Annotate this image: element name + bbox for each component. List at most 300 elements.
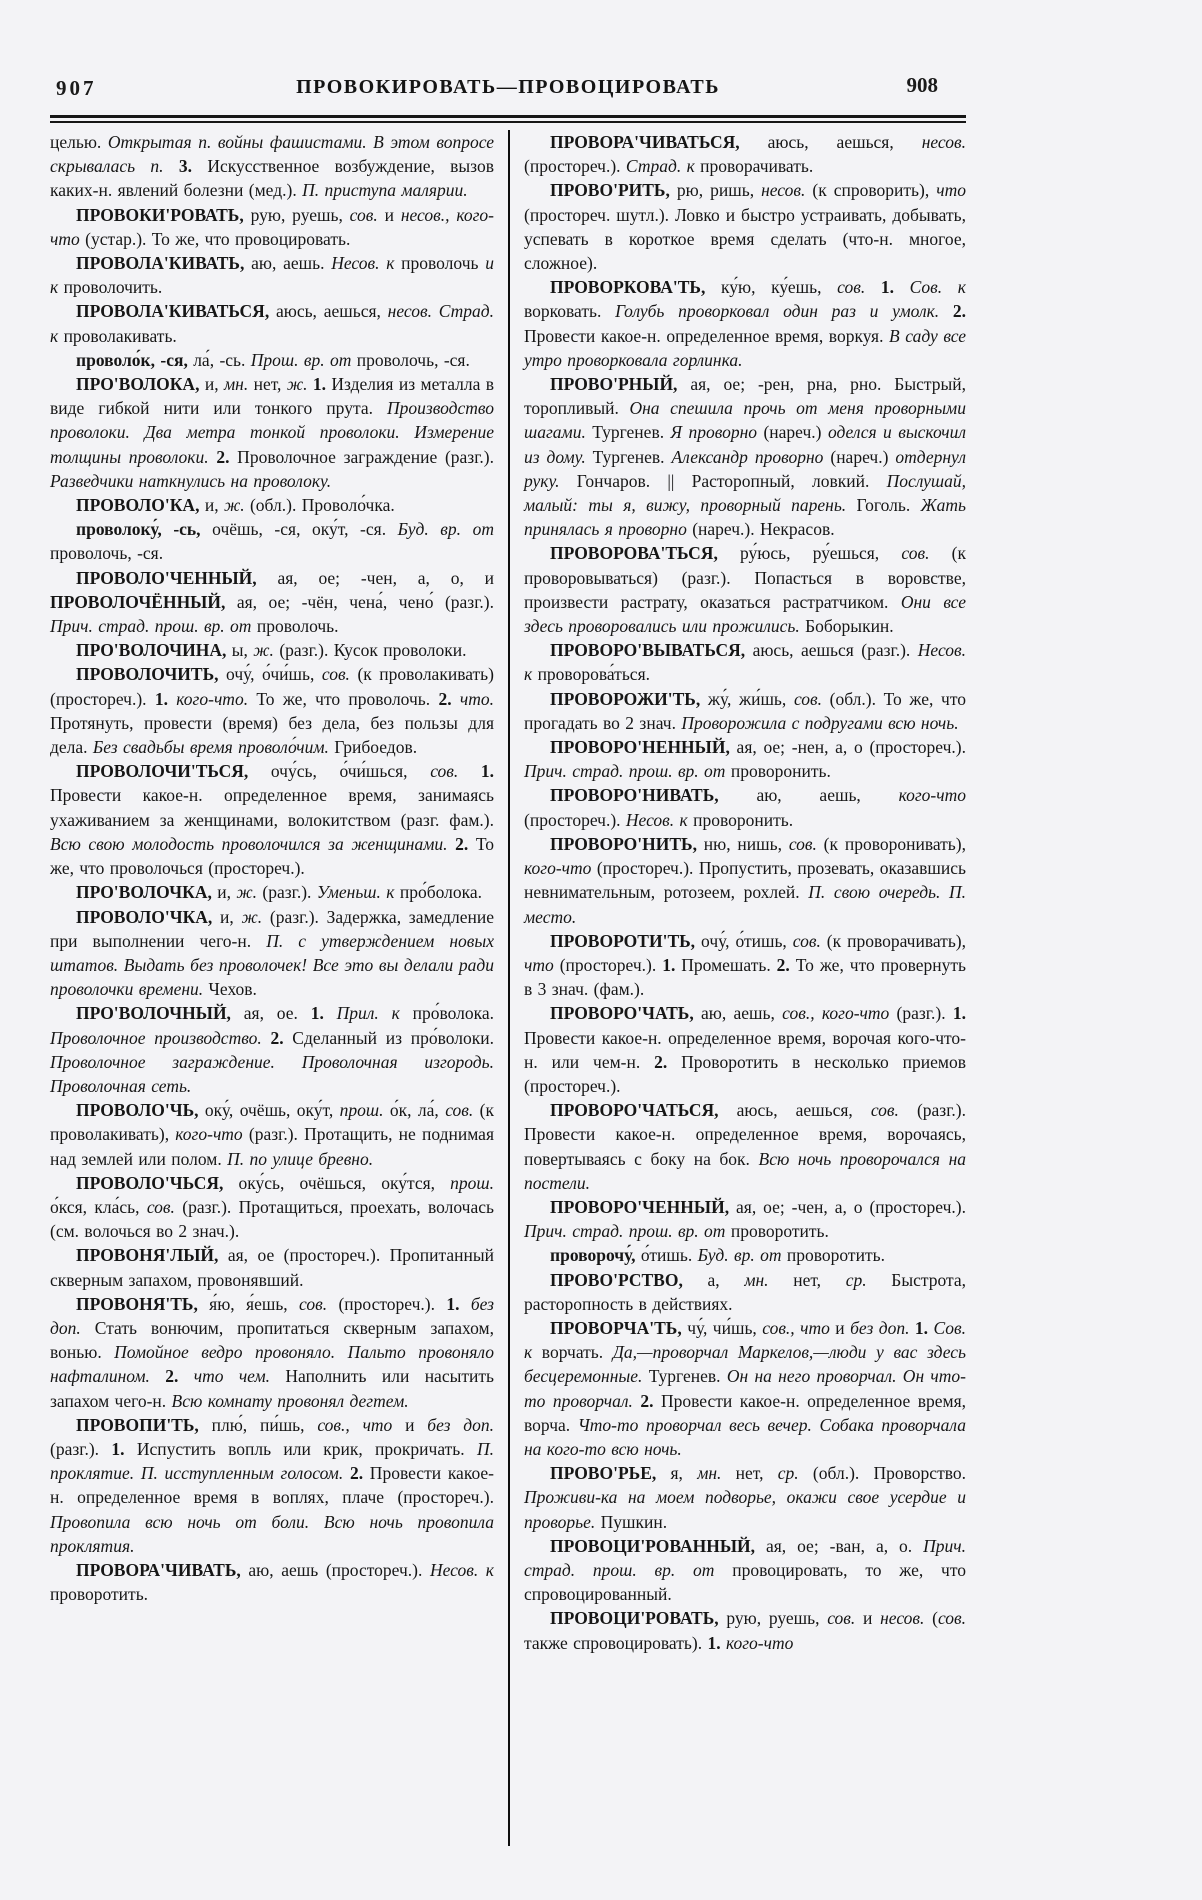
text-run: ая, ое; -нен, а, о (простореч.).: [729, 737, 966, 758]
text-run: 2.: [270, 1027, 284, 1048]
text-run: Стать вонючим, пропитаться скверным запахом, вонью.: [50, 1317, 494, 1363]
text-run: ПРОВОРО'ЧЕННЫЙ,: [550, 1196, 730, 1217]
text-run: сов.: [793, 688, 822, 709]
text-run: 2.: [165, 1366, 179, 1387]
text-run: ПРО'ВОЛОЧКА,: [76, 882, 212, 903]
text-run: (простореч.).: [553, 954, 663, 975]
text-run: 1.: [111, 1438, 125, 1459]
text-run: ая, ое; -чен, а, о (простореч.).: [729, 1196, 966, 1217]
text-run: Несов. к: [429, 1559, 494, 1580]
dictionary-entry: [50, 203, 494, 251]
text-run: и: [855, 1608, 881, 1629]
text-run: сов.: [349, 204, 378, 225]
dictionary-entry: [524, 783, 966, 831]
text-run: и,: [212, 906, 242, 927]
text-run: (к проворовываться) (разг.). Попасться в воровстве, произвести растрату, оказаться растратчиком.: [524, 543, 966, 612]
column-right: [508, 130, 966, 1846]
text-run: ПРОВОЛОЧЁННЫЙ,: [50, 591, 226, 612]
text-run: [178, 1366, 193, 1386]
text-run: Прич. страд. прош. вр. от: [50, 616, 252, 637]
text-run: сов.: [321, 664, 350, 685]
text-run: (обл.). Проворство.: [798, 1463, 966, 1484]
text-run: Гоголь.: [846, 495, 921, 516]
text-run: сов.: [870, 1100, 899, 1121]
text-run: Уменьш. к: [316, 882, 395, 903]
text-run: провоцировать, то же, что спровоцированный.: [524, 1559, 967, 1605]
text-run: мн.: [744, 1269, 769, 1290]
text-run: (разг.). Кусок проволоки.: [273, 640, 467, 661]
dictionary-entry: [524, 1316, 966, 1461]
header-rule: [50, 115, 966, 123]
text-run: ПРОВОПИ'ТЬ,: [76, 1414, 199, 1435]
text-run: и,: [199, 495, 224, 516]
text-run: [865, 277, 881, 297]
text-run: Послушай, малый: ты я, вижу, проворный парень.: [524, 470, 966, 516]
text-run: 1.: [880, 277, 894, 298]
text-run: (нареч.): [823, 446, 896, 467]
text-run: о́кся, кла́сь,: [50, 1196, 147, 1217]
text-run: Прич. страд. прош. вр. от: [524, 1221, 726, 1242]
text-run: проволочь.: [251, 616, 339, 637]
text-run: несов. Страд. к: [50, 301, 494, 346]
text-run: ПРОВОЛА'КИВАТЬСЯ,: [76, 301, 270, 322]
text-run: ая, ое; -рен, рна, рно. Быстрый, торопливый.: [524, 374, 966, 419]
text-run: (к проворачивать),: [820, 930, 967, 951]
dictionary-entry: [50, 299, 494, 347]
dictionary-entry: [524, 130, 966, 178]
dictionary-entry: [50, 759, 494, 880]
text-run: что: [524, 954, 554, 975]
text-run: ПРОВОРОЖИ'ТЬ,: [550, 688, 701, 709]
text-run: ПРОВОЛО'ЧКА,: [76, 906, 213, 927]
text-run: Без свадьбы время проволо́чим.: [92, 737, 329, 758]
text-run: аюсь, аешься,: [718, 1100, 871, 1121]
text-run: и,: [211, 882, 237, 903]
text-run: То же, что проволочь.: [248, 688, 439, 709]
text-run: 2.: [776, 954, 790, 975]
text-run: проворачивать.: [694, 156, 814, 177]
dictionary-entry: [524, 372, 966, 541]
text-run: (устар.). То же, что провоцировать.: [79, 228, 351, 249]
text-run: [452, 689, 460, 709]
text-run: аю, аешь,: [693, 1003, 783, 1024]
dictionary-entry: [524, 1534, 966, 1607]
text-run: П. свою очередь. П. место.: [524, 882, 967, 927]
text-run: ПРОВОЛО'КА,: [76, 495, 200, 516]
text-run: а,: [682, 1269, 745, 1290]
dictionary-entry: [50, 1558, 494, 1606]
text-run: проворонить.: [687, 809, 794, 830]
text-run: сов.: [445, 1100, 474, 1121]
text-run: я,: [656, 1463, 698, 1484]
text-run: проволакивать.: [58, 325, 177, 346]
text-run: Он на него проворчал. Он что-то проворчал.: [524, 1366, 966, 1411]
dictionary-entry: [524, 832, 966, 929]
text-run: 1.: [480, 761, 494, 782]
text-run: 2.: [349, 1463, 364, 1484]
text-run: несов., кого-что: [50, 204, 494, 249]
text-run: несов.: [880, 1608, 925, 1629]
text-run: Она спешила прочь от меня проворными шагами.: [524, 398, 966, 443]
text-run: чу́, чи́шь,: [681, 1317, 763, 1338]
text-run: ПРОВОРО'ЧАТЬ,: [550, 1003, 694, 1024]
text-run: (разг.).: [257, 882, 317, 903]
text-run: Я проворно: [670, 422, 758, 443]
text-run: ПРОВОРО'НИВАТЬ,: [550, 785, 719, 806]
text-run: ая, ое; -чен, а, о, и: [256, 567, 494, 588]
text-run: [894, 277, 910, 297]
text-run: В саду все утро проворковала горлинка.: [524, 325, 966, 370]
dictionary-entry: [50, 566, 494, 639]
text-run: (простореч.). Пропустить, прозевать, оказавшись невнимательным, ротозеем, рохлей.: [524, 858, 966, 903]
text-run: П. проклятие. П. исступленным голосом.: [50, 1438, 494, 1484]
dictionary-entry: [50, 372, 494, 493]
text-run: (разг.). Протащить, не поднимая над землей или полом.: [50, 1124, 494, 1169]
dictionary-entry: [50, 130, 494, 203]
text-run: Изделия из металла в виде гибкой нити или тонкого прута.: [50, 374, 495, 419]
dictionary-entry: [524, 638, 966, 686]
text-run: и: [829, 1317, 851, 1338]
text-run: что.: [459, 688, 495, 709]
running-title: ПРОВОКИРОВАТЬ—ПРОВОЦИРОВАТЬ: [296, 76, 720, 98]
text-run: жу́, жи́шь,: [700, 688, 794, 709]
text-run: (разг.).: [50, 1438, 112, 1459]
page-number-left: 907: [56, 76, 97, 100]
text-run: П. по улице бревно.: [227, 1148, 374, 1169]
text-run: оделся и выскочил из дому.: [524, 422, 966, 467]
text-run: сов.: [430, 761, 459, 782]
text-run: аюсь, аешься (разг.).: [745, 640, 918, 661]
text-run: (простореч.).: [524, 156, 626, 177]
dictionary-entry: [50, 905, 494, 1002]
text-run: Провести какое-н. определенное время, занимаясь ухаживанием за женщинами, волокитством (разг. фам.).: [50, 785, 494, 830]
text-run: кого-что.: [176, 688, 249, 709]
text-run: Несов. к: [524, 640, 966, 685]
text-run: Испустить вопль или крик, прокричать.: [124, 1438, 477, 1459]
text-run: про́волока.: [399, 1003, 495, 1024]
text-run: Несов. к: [331, 253, 395, 274]
text-run: Искусственное возбуждение, вызов каких-н. явлений болезни (мед.).: [50, 156, 495, 201]
text-run: Проволочное заграждение. Проволочная изгородь. Проволочная сеть.: [50, 1051, 494, 1096]
text-run: рую, руешь,: [243, 204, 350, 225]
text-run: [150, 1366, 165, 1386]
text-run: ж.: [253, 640, 274, 661]
text-run: ру́юсь, ру́ешься,: [717, 543, 902, 564]
dictionary-entry: [50, 1001, 494, 1098]
text-run: ая, ое.: [230, 1003, 311, 1024]
dictionary-entry: [50, 880, 494, 904]
text-run: Грибоедов.: [328, 737, 418, 758]
text-run: аю, аешь,: [718, 785, 899, 806]
text-run: [459, 1294, 470, 1314]
text-run: Прич. страд. прош. вр. от: [524, 761, 726, 782]
dictionary-entry: [524, 275, 966, 372]
text-run: (простореч. шутл.). Ловко и быстро устраивать, добывать, успевать в короткое время сделать (что-н. многое, сложное).: [524, 204, 966, 274]
text-run: ж.: [241, 906, 263, 927]
dictionary-entry: [524, 1606, 966, 1654]
text-run: и,: [199, 374, 224, 395]
text-run: Разведчики наткнулись на проволоку.: [50, 470, 332, 491]
text-run: 1.: [662, 954, 676, 975]
text-run: Промешать.: [675, 954, 777, 975]
text-run: 2.: [952, 301, 967, 322]
text-run: (: [924, 1608, 938, 1629]
text-run: ПРОВОЛОЧИ'ТЬСЯ,: [76, 761, 249, 782]
text-run: ая, ое; -ван, а, о.: [754, 1535, 924, 1556]
text-run: ПРОВОЛА'КИВАТЬ,: [76, 253, 245, 274]
text-run: Производство проволоки. Два метра тонкой проволоки. Измерение толщины проволоки.: [50, 398, 494, 467]
text-run: Жать принялась я проворно: [524, 495, 967, 540]
text-run: рую, руешь,: [718, 1608, 828, 1629]
text-run: [343, 1463, 350, 1483]
text-run: о́тишь.: [635, 1245, 698, 1266]
text-run: 1.: [446, 1293, 460, 1314]
text-run: (нареч.): [757, 422, 828, 443]
text-run: Быстрота, расторопность в действиях.: [524, 1269, 966, 1314]
text-run: я́ю, я́ешь,: [197, 1293, 300, 1314]
text-run: ПРОВОЛО'ЧЬСЯ,: [76, 1172, 224, 1193]
text-run: Проволочное заграждение (разг.).: [229, 446, 494, 467]
text-run: очёшь, -ся, оку́т, -ся.: [200, 519, 398, 540]
dictionary-entry: [524, 541, 966, 638]
text-run: ПРОВОЛО'ЧЬ,: [76, 1100, 199, 1121]
dictionary-entry: [50, 517, 494, 565]
text-run: [324, 1003, 337, 1023]
text-run: Сов. к: [524, 1317, 966, 1363]
dictionary-entry: [524, 1195, 966, 1243]
dictionary-entry: [524, 1098, 966, 1195]
column-left: [50, 130, 508, 1846]
text-run: ПРОВОРО'ВЫВАТЬСЯ,: [550, 640, 746, 661]
text-run: Открытая п. войны фашистами. В этом вопросе скрывалась п.: [50, 132, 495, 177]
text-run: Буд. вр. от: [697, 1245, 782, 1266]
text-run: Наполнить или насытить запахом чего-н.: [50, 1366, 494, 1411]
text-run: проволочь, -ся.: [351, 349, 470, 370]
text-run: ПРОВОРО'НИТЬ,: [550, 833, 697, 854]
dictionary-entry: [50, 251, 494, 299]
text-run: ПРОВОРО'НЕННЫЙ,: [550, 737, 730, 758]
text-run: Всю ночь проворочался на постели.: [524, 1148, 967, 1193]
text-run: очу́, о́тишь,: [695, 930, 793, 951]
text-run: Провести какое-н. определенное время в воплях, плаче (простореч.).: [50, 1463, 495, 1508]
text-run: о́к, ла́,: [383, 1100, 446, 1121]
text-run: оку́, очёшь, оку́т,: [198, 1100, 340, 1121]
text-run: ж.: [286, 374, 308, 395]
text-run: что чем.: [193, 1366, 271, 1387]
text-run: 2.: [455, 833, 469, 854]
text-run: 2.: [216, 446, 230, 467]
text-run: сов.: [299, 1293, 328, 1314]
text-run: очу́сь, о́чи́шься,: [248, 761, 431, 782]
text-run: Сов. к: [909, 277, 966, 298]
dictionary-columns: [50, 130, 966, 1846]
dictionary-entry: [524, 1461, 966, 1534]
text-run: ая, ое (простореч.). Пропитанный скверным запахом, провонявший.: [50, 1245, 494, 1290]
dictionary-entry: [524, 687, 966, 735]
text-run: Проживи-ка на моем подворье, окажи свое усердие и проворье.: [524, 1487, 966, 1532]
text-run: То же, что провернуть в 3 знач. (фам.).: [524, 954, 966, 1000]
dictionary-entry: [524, 1243, 966, 1267]
text-run: Сделанный из про́волоки.: [283, 1027, 494, 1048]
text-run: проворова́ться.: [532, 664, 650, 685]
text-run: ая, ое; -чён, чена́, чено́ (разг.).: [225, 591, 494, 612]
text-run: То же, что проволочься (простореч.).: [50, 833, 495, 879]
text-run: нет,: [768, 1269, 846, 1290]
text-run: и к: [50, 253, 494, 298]
text-run: ПРОВОРА'ЧИВАТЬ,: [76, 1559, 241, 1580]
text-run: нет,: [721, 1463, 778, 1484]
text-run: (к проволакивать) (простореч.).: [50, 664, 494, 709]
text-run: и: [377, 204, 401, 225]
text-run: мн.: [223, 374, 249, 395]
text-run: проворотить.: [50, 1584, 149, 1605]
text-run: (простореч.).: [524, 809, 626, 830]
text-run: Провести какое-н. определенное время, ворча.: [524, 1390, 966, 1435]
text-run: проворотить.: [725, 1221, 829, 1242]
text-run: ворковать.: [524, 301, 616, 322]
text-run: П. приступа малярии.: [302, 180, 468, 201]
text-run: аюсь, аешься,: [739, 132, 922, 152]
text-run: без доп.: [50, 1293, 494, 1338]
text-run: Тургенев.: [642, 1366, 727, 1387]
text-run: сов.: [827, 1608, 856, 1629]
text-run: ПРОВОЦИ'РОВАТЬ,: [550, 1608, 719, 1629]
text-run: проволочить.: [58, 277, 163, 298]
text-run: аю, аешь.: [244, 253, 332, 274]
text-run: 1.: [310, 1003, 324, 1024]
text-run: Боборыкин.: [799, 616, 894, 637]
text-run: нет,: [248, 374, 287, 395]
text-run: Проволочное производство.: [50, 1027, 262, 1048]
text-run: без доп.: [850, 1317, 910, 1338]
text-run: сов., что: [762, 1317, 830, 1338]
text-run: [458, 761, 481, 781]
text-run: аюсь, аешься,: [269, 301, 388, 322]
text-run: ПРОВОНЯ'ТЬ,: [76, 1293, 198, 1314]
dictionary-entry: [50, 1171, 494, 1244]
text-run: Провести какое-н. определенное время, воркуя.: [524, 325, 890, 346]
text-run: Провести какое-н. определенное время, ворочая кого-что-н. или чем-н.: [524, 1027, 966, 1072]
text-run: Страд. к: [625, 156, 695, 177]
text-run: ПРОВОРКОВА'ТЬ,: [550, 277, 706, 298]
text-run: аю, аешь (простореч.).: [240, 1559, 430, 1580]
text-run: ПРО'ВОЛОКА,: [76, 374, 200, 395]
text-run: проворотить.: [781, 1245, 885, 1266]
text-run: ж.: [236, 882, 258, 903]
text-run: ср.: [777, 1463, 799, 1484]
dictionary-entry: [524, 735, 966, 783]
text-run: и: [392, 1414, 428, 1435]
dictionary-entry: [50, 348, 494, 372]
text-run: Прил. к: [336, 1003, 400, 1024]
dictionary-entry: [50, 1243, 494, 1291]
text-run: (разг.).: [889, 1003, 953, 1024]
text-run: ПРОВОРОТИ'ТЬ,: [550, 930, 696, 951]
text-run: проволо́к, -ся,: [76, 349, 188, 370]
text-run: отдернул руку.: [524, 446, 966, 491]
text-run: Гончаров. || Расторопный, ловкий.: [559, 470, 887, 491]
text-run: ПРОВО'РСТВО,: [550, 1269, 683, 1290]
text-run: Всю комнату провонял дегтем.: [171, 1390, 409, 1411]
text-run: Александр проворно: [671, 446, 824, 467]
text-run: проволочь: [394, 253, 486, 274]
text-run: проворочу́,: [550, 1245, 636, 1266]
text-run: сов.: [792, 930, 821, 951]
page-number-right: 908: [906, 73, 938, 97]
text-run: сов.: [837, 277, 866, 298]
text-run: ПРОВОРОВА'ТЬСЯ,: [550, 543, 718, 564]
text-run: без доп.: [427, 1414, 494, 1435]
text-run: Буд. вр. от: [397, 519, 494, 540]
text-run: [939, 301, 953, 321]
text-run: сов.: [901, 543, 930, 564]
text-run: Тургенев.: [585, 422, 671, 443]
text-run: ПРОВОКИ'РОВАТЬ,: [76, 204, 244, 225]
text-run: ы,: [226, 640, 254, 661]
text-run: сов.: [937, 1608, 967, 1629]
text-run: сов.: [146, 1196, 175, 1217]
text-run: ню, нишь,: [697, 833, 789, 854]
text-run: ПРОВОРА'ЧИВАТЬСЯ,: [550, 132, 740, 152]
text-run: ПРОВОЛОЧИТЬ,: [76, 664, 219, 685]
text-run: (разг.). Задержка, замедление при выполнении чего-н.: [50, 906, 494, 951]
text-run: Несов. к: [625, 809, 688, 830]
text-run: Что-то проворчал весь вечер. Собака проворчала на кого-то всю ночь.: [524, 1414, 966, 1459]
text-run: несов.: [921, 132, 966, 152]
text-run: ср.: [845, 1269, 867, 1290]
dictionary-entry: [50, 662, 494, 759]
dictionary-entry: [50, 1292, 494, 1413]
text-run: ПРО'ВОЛОЧНЫЙ,: [76, 1003, 231, 1024]
text-run: (к проволакивать),: [50, 1100, 494, 1145]
text-run: Помойное ведро провоняло. Пальто провоняло нафталином.: [50, 1342, 494, 1387]
text-run: Прош. вр. от: [250, 349, 352, 370]
text-run: 3.: [178, 156, 193, 177]
text-run: рю, ришь,: [669, 180, 762, 201]
text-run: прош.: [450, 1172, 494, 1193]
text-run: 1.: [154, 688, 168, 709]
text-run: оку́сь, очёшься, оку́тся,: [223, 1172, 451, 1193]
text-run: Провопила всю ночь от боли. Всю ночь провопила проклятия.: [50, 1511, 494, 1556]
text-run: ворчать.: [532, 1342, 613, 1363]
text-run: Голубь проворковал один раз и умолк.: [615, 301, 940, 322]
text-run: ПРОВОЛО'ЧЕННЫЙ,: [76, 567, 257, 588]
text-run: 2.: [640, 1390, 654, 1411]
text-run: 2.: [654, 1051, 668, 1072]
text-run: Пушкин.: [595, 1511, 668, 1532]
text-run: ла́, -сь.: [187, 349, 251, 370]
text-run: целью.: [50, 132, 108, 152]
text-run: кого-что: [175, 1124, 243, 1145]
text-run: Протянуть, провести (время) без дела, без пользы для дела.: [50, 712, 494, 758]
text-run: прош.: [339, 1100, 384, 1121]
text-run: проволоку́, -сь,: [76, 519, 201, 540]
text-run: ПРОВО'РИТЬ,: [550, 180, 670, 201]
text-run: (обл.). Проволо́чка.: [244, 495, 395, 516]
text-run: сов.: [788, 833, 817, 854]
text-run: ПРОВОРЧА'ТЬ,: [550, 1317, 682, 1338]
text-run: 2.: [438, 688, 452, 709]
dictionary-entry: [524, 1268, 966, 1316]
text-run: проволочь, -ся.: [50, 543, 164, 564]
text-run: (обл.). То же, что прогадать во 2 знач.: [524, 688, 966, 733]
text-run: ПРО'ВОЛОЧИНА,: [76, 640, 227, 661]
text-run: Всю свою молодость проволочился за женщинами.: [50, 833, 448, 854]
text-run: П. с утверждением новых штатов. Выдать без проволочек! Все это вы делали ради проволочки времени.: [50, 930, 494, 1000]
text-run: Проворожила с подругами всю ночь.: [681, 712, 959, 733]
text-run: (к спроворить),: [805, 180, 937, 201]
text-run: про́болока.: [394, 882, 482, 903]
